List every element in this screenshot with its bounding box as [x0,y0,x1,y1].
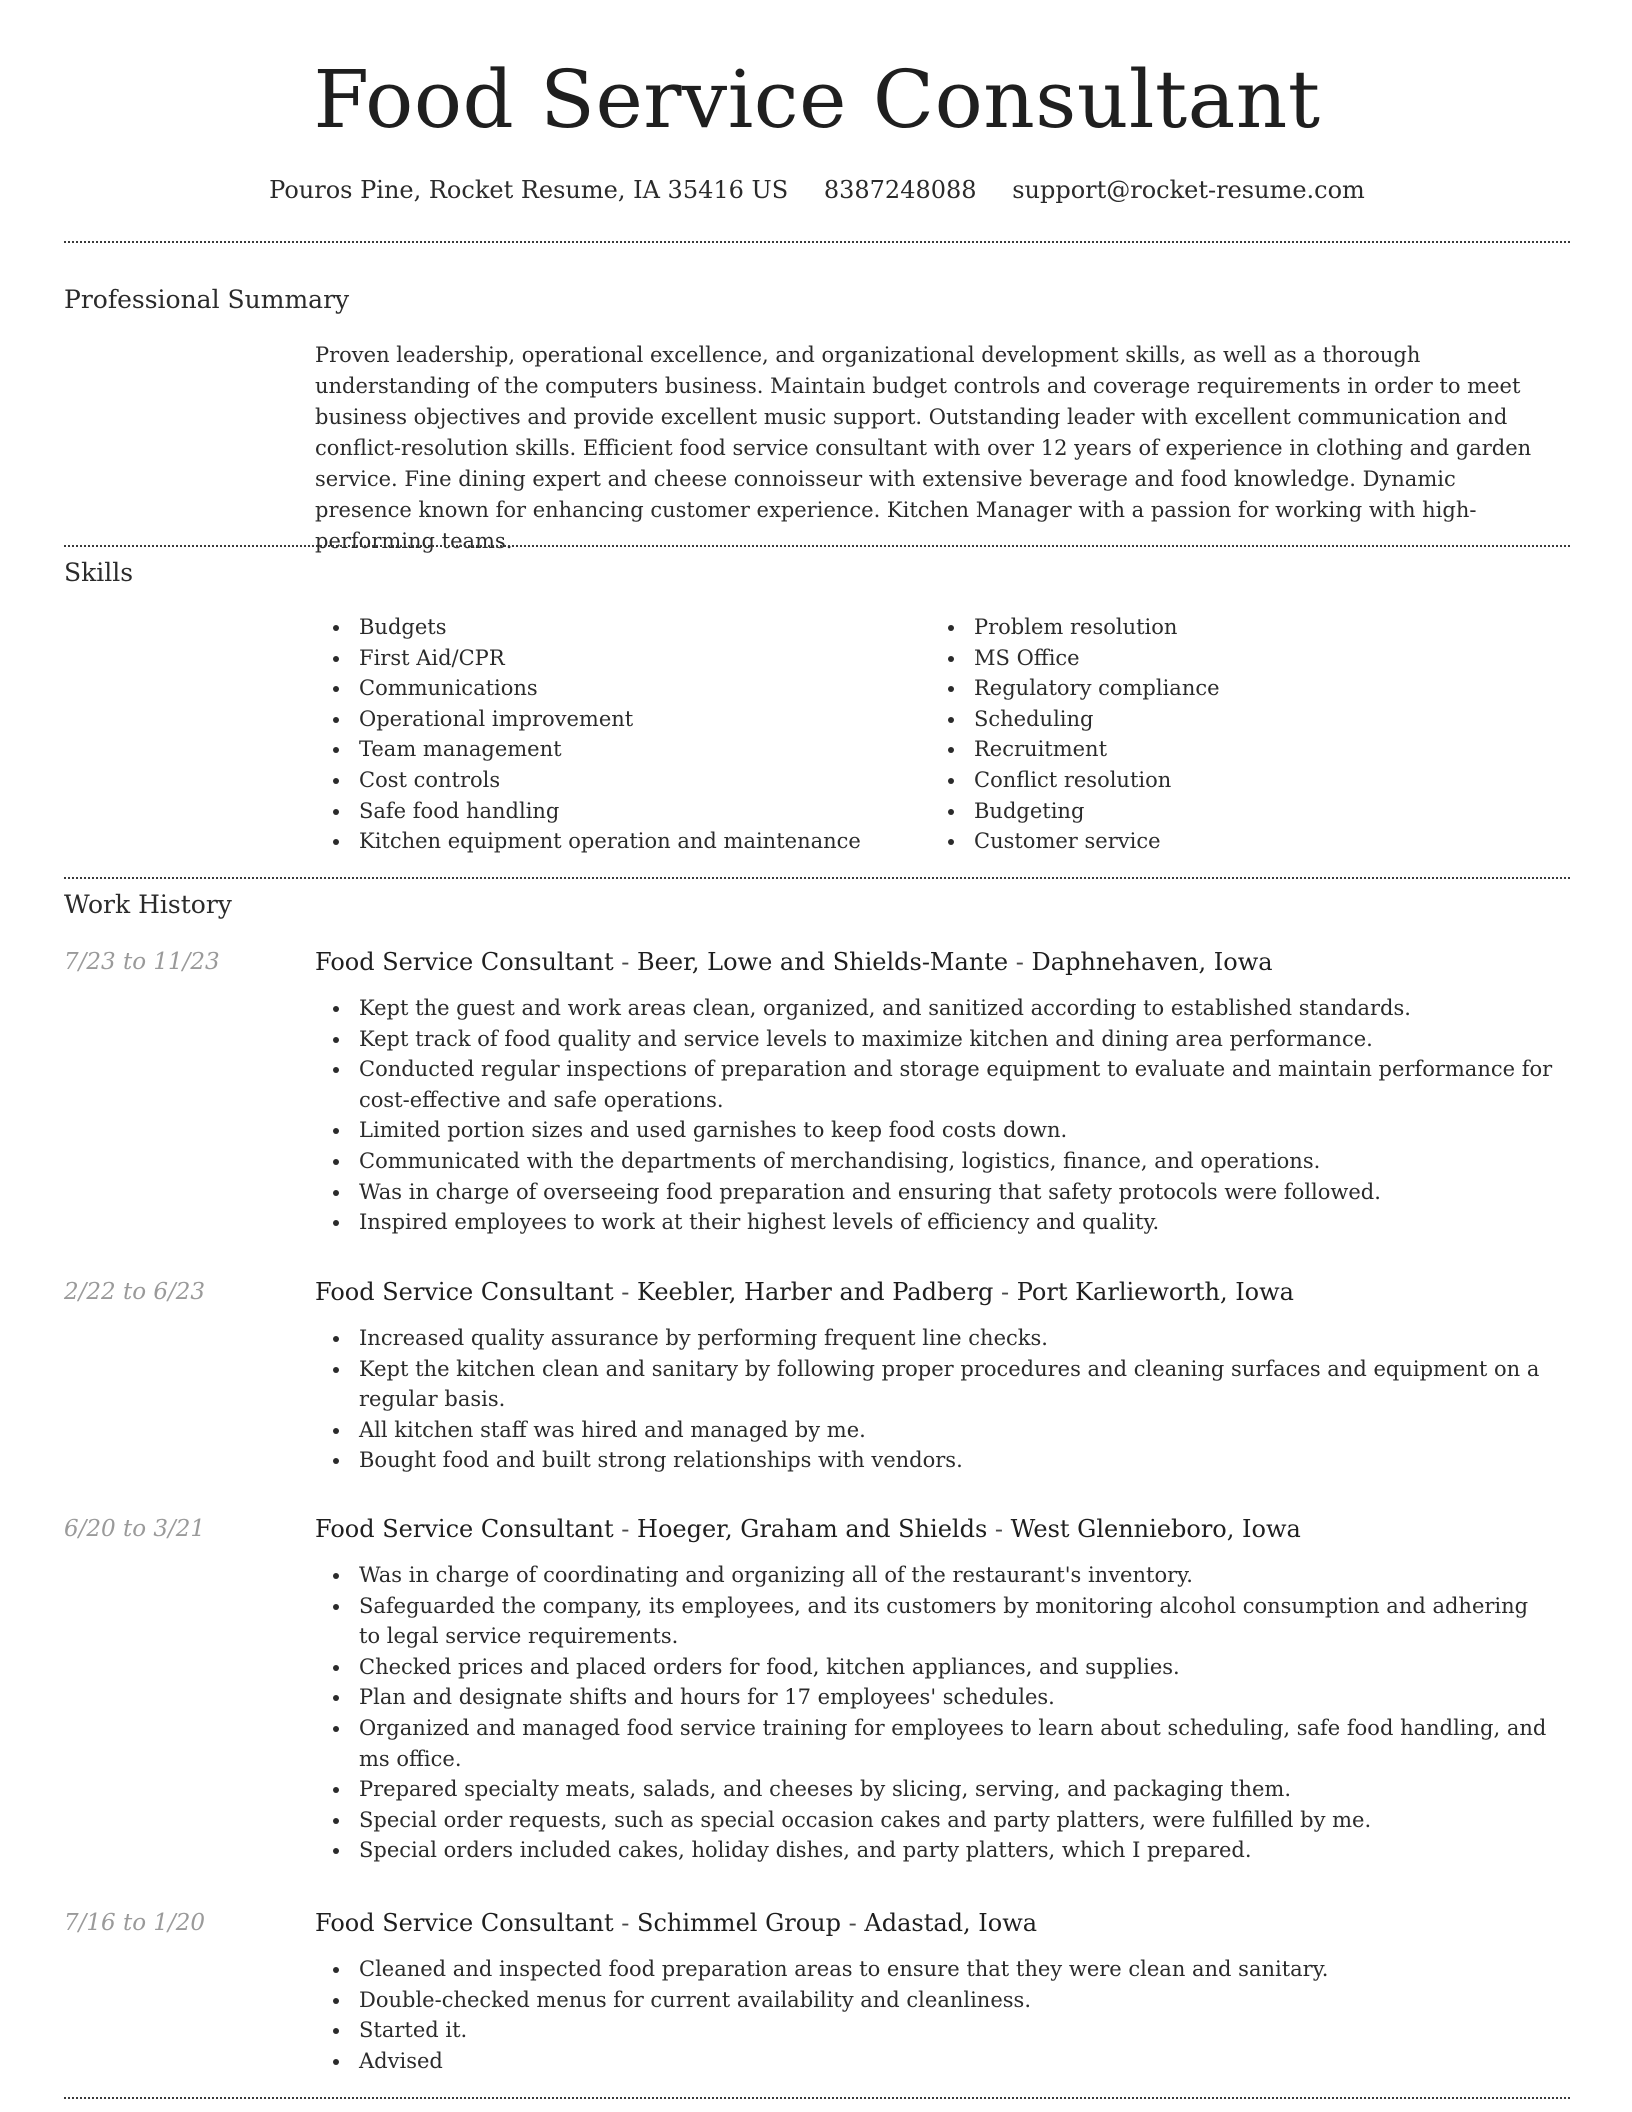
summary-text: Proven leadership, operational excellence, and organizational development skills, as well as a thorough understanding of the computers business. Maintain budget controls and coverage requirements in order to meet business objectives and provide excellent music support. Outstanding leader with excellent communication and conflict-resolution skills. Efficient food service consultant with over 12 years of experience in clothing and garden service. Fine dining expert and cheese connoisseur with extensive beverage and food knowledge. Dynamic presence known for enhancing customer experience. Kitchen Manager with a passion for working with high-performing teams. [315,343,1532,553]
work-entry-dates: 2/22 to 6/23 [64,1279,206,1305]
list-item: Special order requests, such as special occasion cakes and party platters, were fulfilled by me. [315,1805,1555,1836]
skill-item: Scheduling [930,704,1220,735]
work-entry-heading [315,1906,1037,1940]
heading-separator: - [994,1515,1004,1543]
candidate-name: Food Service Consultant [313,53,1321,146]
skill-item: Recruitment [930,734,1220,765]
work-entry-bullets [315,1954,1555,2076]
work-entry-heading [315,945,1273,979]
list-item: Special orders included cakes, holiday dishes, and party platters, which I prepared. [315,1835,1555,1866]
work-entry-heading [315,1512,1301,1546]
skill-item: MS Office [930,643,1220,674]
skill-item: Regulatory compliance [930,673,1220,704]
list-item: Double-checked menus for current availability and cleanliness. [315,1985,1555,2016]
skills-list-left [315,612,861,857]
company-name: Hoeger, Graham and Shields [637,1515,988,1543]
work-entry-dates: 7/23 to 11/23 [64,949,220,975]
job-location: Port Karlieworth, Iowa [1016,1278,1294,1306]
skill-item: Customer service [930,826,1220,857]
job-location: West Glennieboro, Iowa [1010,1515,1301,1543]
list-item: Safeguarded the company, its employees, and its customers by monitoring alcohol consumption and adhering to legal service requirements. [315,1591,1555,1652]
skill-item: First Aid/CPR [315,643,861,674]
job-title: Food Service Consultant [315,948,614,976]
skill-item: Team management [315,734,861,765]
job-title: Food Service Consultant [315,1515,614,1543]
heading-separator: - [1015,948,1024,976]
heading-separator: - [621,1278,630,1306]
list-item: Kept the guest and work areas clean, organized, and sanitized according to established standards. [315,993,1555,1024]
list-item: Inspired employees to work at their highest levels of efficiency and quality. [315,1207,1555,1238]
divider [64,545,1570,547]
heading-separator: - [621,948,630,976]
heading-separator: - [848,1909,857,1937]
skill-item: Kitchen equipment operation and maintenance [315,826,861,857]
list-item: Cleaned and inspected food preparation areas to ensure that they were clean and sanitary. [315,1954,1555,1985]
company-name: Schimmel Group [637,1909,841,1937]
divider [64,2097,1570,2099]
company-name: Keebler, Harber and Padberg [637,1278,994,1306]
skill-item: Operational improvement [315,704,861,735]
list-item: Conducted regular inspections of preparation and storage equipment to evaluate and maintain performance for cost-effective and safe operations. [315,1054,1555,1115]
work-entry-heading [315,1275,1294,1309]
skill-item: Communications [315,673,861,704]
list-item: Checked prices and placed orders for food, kitchen appliances, and supplies. [315,1652,1555,1683]
list-item: Increased quality assurance by performing frequent line checks. [315,1323,1555,1354]
work-entry-dates: 7/16 to 1/20 [64,1910,206,1936]
list-item: Advised [315,2046,1555,2077]
company-name: Beer, Lowe and Shields-Mante [637,948,1009,976]
skill-item: Problem resolution [930,612,1220,643]
skill-item: Safe food handling [315,796,861,827]
divider [64,241,1570,243]
heading-separator: - [1000,1278,1010,1306]
contact-address: Pouros Pine, Rocket Resume, IA 35416 US [269,176,789,204]
skill-item: Conflict resolution [930,765,1220,796]
list-item: Plan and designate shifts and hours for 17 employees' schedules. [315,1682,1555,1713]
heading-separator: - [621,1909,630,1937]
work-entry-bullets [315,993,1555,1238]
list-item: Was in charge of coordinating and organizing all of the restaurant's inventory. [315,1560,1555,1591]
divider [64,877,1570,879]
list-item: All kitchen staff was hired and managed by me. [315,1415,1555,1446]
list-item: Organized and managed food service training for employees to learn about scheduling, safe food handling, and ms office. [315,1713,1555,1774]
job-location: Adastad, Iowa [864,1909,1038,1937]
job-location: Daphnehaven, Iowa [1031,948,1273,976]
list-item: Started it. [315,2015,1555,2046]
work-entry-bullets [315,1323,1555,1476]
section-title-summary: Professional Summary [64,285,350,314]
contact-phone: 8387248088 [823,176,977,204]
contact-line [64,170,1570,210]
job-title: Food Service Consultant [315,1278,614,1306]
list-item: Bought food and built strong relationships with vendors. [315,1445,1555,1476]
list-item: Was in charge of overseeing food preparation and ensuring that safety protocols were followed. [315,1177,1555,1208]
skill-item: Budgets [315,612,861,643]
work-entry-dates: 6/20 to 3/21 [64,1516,206,1542]
work-entry-bullets [315,1560,1555,1866]
list-item: Kept track of food quality and service levels to maximize kitchen and dining area performance. [315,1024,1555,1055]
contact-email: support@rocket-resume.com [1012,176,1365,204]
section-title-work-history: Work History [64,890,232,919]
heading-separator: - [621,1515,630,1543]
job-title: Food Service Consultant [315,1909,614,1937]
list-item: Prepared specialty meats, salads, and cheeses by slicing, serving, and packaging them. [315,1774,1555,1805]
list-item: Kept the kitchen clean and sanitary by following proper procedures and cleaning surfaces and equipment on a regular basis. [315,1354,1555,1415]
section-title-skills: Skills [64,558,134,587]
skills-list-right [930,612,1220,857]
list-item: Communicated with the departments of merchandising, logistics, finance, and operations. [315,1146,1555,1177]
skill-item: Cost controls [315,765,861,796]
skill-item: Budgeting [930,796,1220,827]
list-item: Limited portion sizes and used garnishes to keep food costs down. [315,1115,1555,1146]
